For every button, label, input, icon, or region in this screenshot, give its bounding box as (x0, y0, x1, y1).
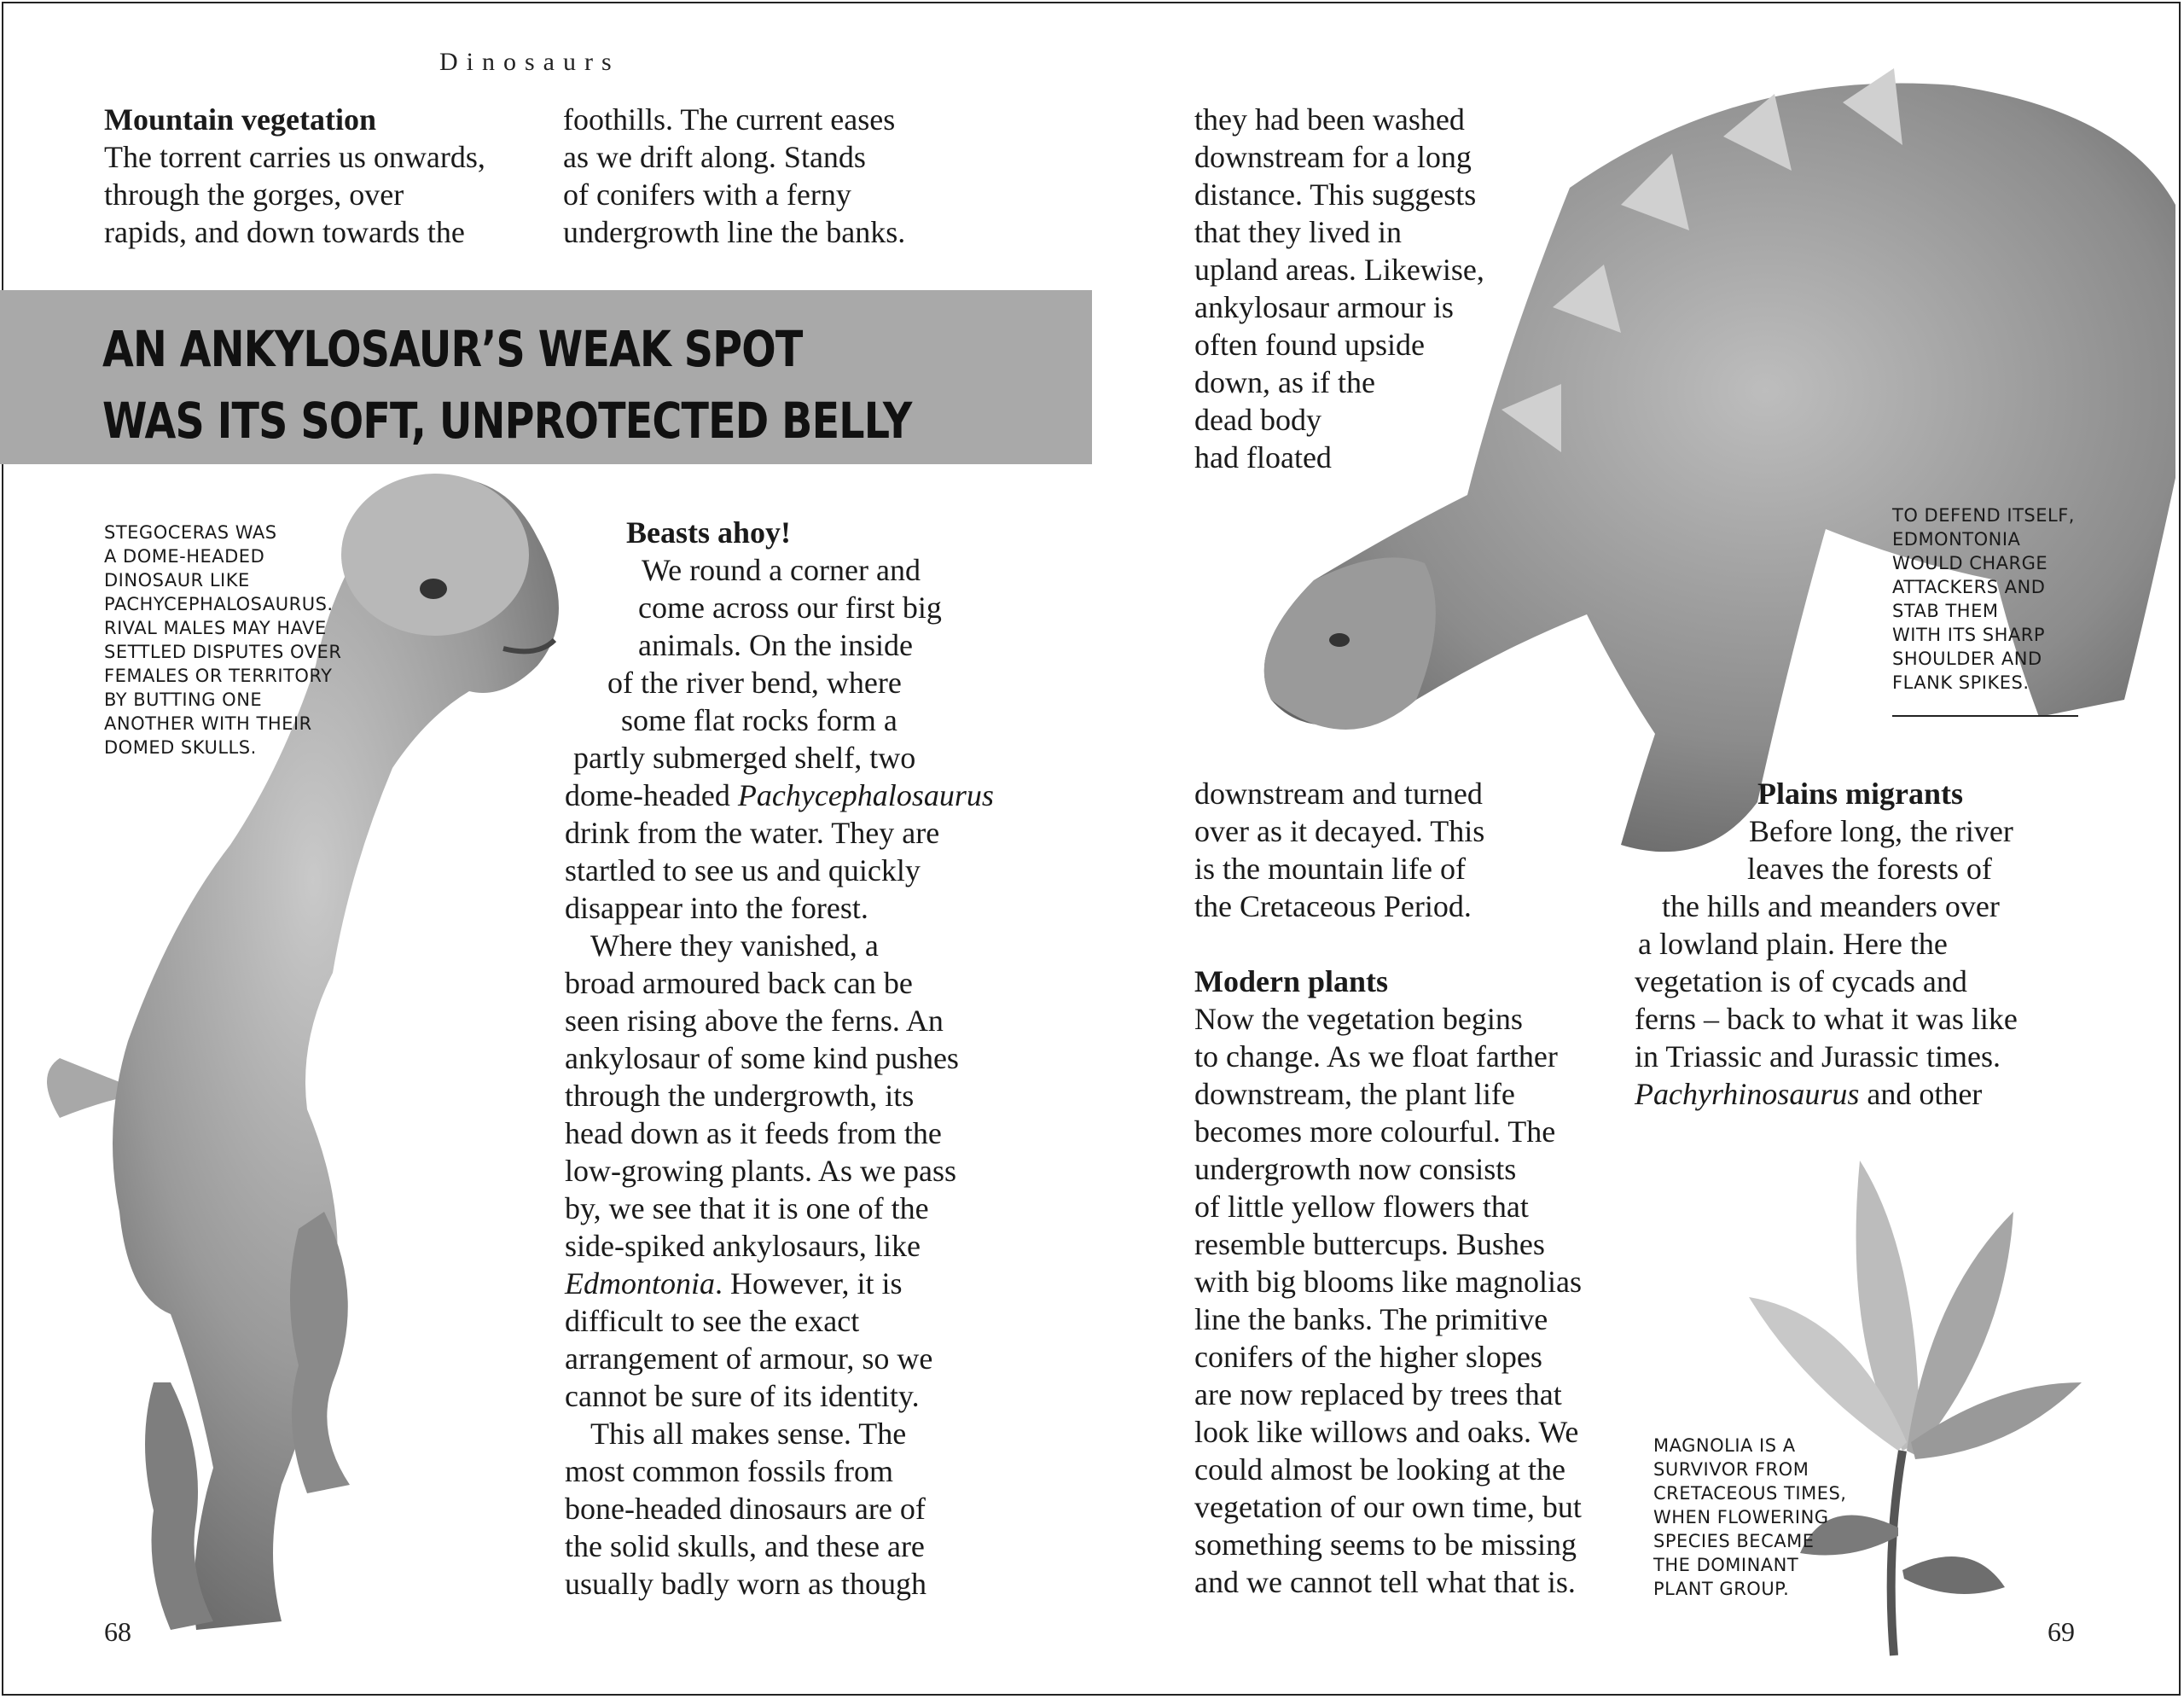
text-line: leaves the forests of (1747, 852, 1992, 886)
text-line: had floated (1194, 440, 1332, 474)
text-line: usually badly worn as though (565, 1567, 926, 1601)
caption-line: MAGNOLIA IS A (1653, 1435, 1796, 1456)
text-span: dome-headed (565, 778, 730, 812)
caption-line: CRETACEOUS TIMES, (1653, 1483, 1847, 1504)
caption-line: WHEN FLOWERING (1653, 1507, 1829, 1527)
text-line: of conifers with a ferny (563, 177, 851, 212)
text-line: dead body (1194, 403, 1321, 437)
text-line: partly submerged shelf, two (573, 741, 916, 775)
caption-line: SPECIES BECAME (1653, 1531, 1815, 1551)
text-line: becomes more colourful. The (1194, 1114, 1556, 1149)
text-line: with big blooms like magnolias (1194, 1265, 1582, 1299)
text-line: upland areas. Likewise, (1194, 253, 1484, 287)
text-line: most common fossils from (565, 1454, 893, 1488)
text-line: undergrowth now consists (1194, 1152, 1517, 1186)
magnolia-stem (1891, 1451, 1902, 1655)
text-span-italic: Edmontonia (565, 1266, 715, 1300)
text-span-italic: Pachycephalosaurus (737, 778, 994, 812)
caption-line: PACHYCEPHALOSAURUS. (104, 594, 334, 614)
text-line: ankylosaur of some kind pushes (565, 1041, 959, 1075)
text-line: startled to see us and quickly (565, 853, 921, 887)
text-line: We round a corner and (642, 553, 921, 587)
text-line: difficult to see the exact (565, 1304, 860, 1338)
text-line: to change. As we float farther (1194, 1039, 1558, 1074)
text-line: cannot be sure of its identity. (565, 1379, 920, 1413)
caption-line: SURVIVOR FROM (1653, 1459, 1809, 1480)
caption-line: SETTLED DISPUTES OVER (104, 642, 342, 662)
text-line: foothills. The current eases (563, 102, 896, 137)
pull-quote-line: WAS ITS SOFT, UNPROTECTED BELLY (102, 392, 912, 450)
caption-line: STAB THEM (1892, 601, 1999, 621)
text-line: could almost be looking at the (1194, 1452, 1565, 1487)
text-line: are now replaced by trees that (1194, 1377, 1562, 1411)
plains-migrants-section (1635, 775, 2095, 1113)
caption-line: ATTACKERS AND (1892, 577, 2046, 597)
text-line: often found upside (1194, 328, 1425, 362)
beasts-ahoy-section (565, 514, 1077, 1603)
caption-line: THE DOMINANT (1653, 1555, 1799, 1575)
text-line: Before long, the river (1749, 814, 2013, 848)
text-line: broad armoured back can be (565, 966, 913, 1000)
text-line: disappear into the forest. (565, 891, 868, 925)
caption-line: WITH ITS SHARP (1892, 625, 2046, 645)
caption-line: DOMED SKULLS. (104, 737, 257, 758)
caption-line: PLANT GROUP. (1653, 1579, 1790, 1599)
text-line: the solid skulls, and these are (565, 1529, 925, 1563)
beasts-ahoy-heading: Beasts ahoy! (626, 515, 792, 550)
modern-plants-section (1194, 963, 1638, 1601)
text-line: ankylosaur armour is (1194, 290, 1454, 324)
pull-quote-line: AN ANKYLOSAUR’S WEAK SPOT (102, 320, 803, 378)
caption-line: STEGOCERAS WAS (104, 522, 277, 543)
text-line: a lowland plain. Here the (1638, 927, 1948, 961)
caption-line: EDMONTONIA (1892, 529, 2021, 550)
plains-migrants-heading: Plains migrants (1757, 777, 1964, 811)
modern-plants-heading: Modern plants (1194, 964, 1389, 998)
text-line: they had been washed (1194, 102, 1465, 137)
caption-line: FLANK SPIKES. (1892, 672, 2030, 693)
caption-line: ANOTHER WITH THEIR (104, 713, 312, 734)
page-number-left: 68 (104, 1616, 131, 1647)
ankylosaur-head-shape (1264, 557, 1436, 730)
text-line: low-growing plants. As we pass (565, 1154, 956, 1188)
text-line: the hills and meanders over (1662, 889, 2000, 923)
text-line: in Triassic and Jurassic times. (1635, 1039, 2001, 1074)
text-line: some flat rocks form a (621, 703, 897, 737)
text-line: is the mountain life of (1194, 852, 1466, 886)
mountain-vegetation-col2 (563, 101, 990, 251)
text-line: conifers of the higher slopes (1194, 1340, 1542, 1374)
text-span: . However, it is (715, 1266, 903, 1300)
text-line: head down as it feeds from the (565, 1116, 942, 1150)
caption-line: DINOSAUR LIKE (104, 570, 250, 591)
text-span: and other (1859, 1077, 1983, 1111)
text-line: Where they vanished, a (590, 928, 879, 963)
text-line: ferns – back to what it was like (1635, 1002, 2018, 1036)
text-line: the Cretaceous Period. (1194, 889, 1472, 923)
magnolia-caption (1653, 1434, 1850, 1601)
text-line: and we cannot tell what that is. (1194, 1565, 1576, 1599)
text-line: drink from the water. They are (565, 816, 940, 850)
caption-line: BY BUTTING ONE (104, 689, 263, 710)
text-line: vegetation is of cycads and (1635, 964, 1967, 998)
caption-line: RIVAL MALES MAY HAVE (104, 618, 327, 638)
text-line: The torrent carries us onwards, (104, 140, 485, 174)
text-line: downstream and turned (1194, 777, 1483, 811)
ankylosaur-eye-shape (1329, 633, 1350, 647)
caption-line: WOULD CHARGE (1892, 553, 2048, 573)
leg-shape (290, 1212, 350, 1493)
text-line: of little yellow flowers that (1194, 1190, 1529, 1224)
text-line: through the undergrowth, its (565, 1079, 915, 1113)
text-line: distance. This suggests (1194, 177, 1477, 212)
text-line: undergrowth line the banks. (563, 215, 906, 249)
text-line: over as it decayed. This (1194, 814, 1485, 848)
text-line: This all makes sense. The (590, 1417, 907, 1451)
text-span-italic: Pachyrhinosaurus (1635, 1077, 1860, 1111)
mountain-vegetation-col1 (104, 101, 531, 251)
text-line: look like willows and oaks. We (1194, 1415, 1579, 1449)
text-line: Now the vegetation begins (1194, 1002, 1523, 1036)
text-line: animals. On the inside (638, 628, 913, 662)
text-line: down, as if the (1194, 365, 1375, 399)
text-line: rapids, and down towards the (104, 215, 465, 249)
mountain-vegetation-heading: Mountain vegetation (104, 102, 376, 137)
text-line: by, we see that it is one of the (565, 1191, 929, 1225)
text-line: as we drift along. Stands (563, 140, 866, 174)
caption-rule (1892, 715, 2078, 717)
text-line: of the river bend, where (607, 666, 902, 700)
caption-line: A DOME-HEADED (104, 546, 265, 567)
pull-quote-text (102, 313, 911, 457)
text-line: arrangement of armour, so we (565, 1341, 933, 1376)
caption-line: TO DEFEND ITSELF, (1892, 505, 2075, 526)
text-line: bone-headed dinosaurs are of (565, 1492, 926, 1526)
text-line: side-spiked ankylosaurs, like (565, 1229, 921, 1263)
text-line: vegetation of our own time, but (1194, 1490, 1582, 1524)
right-mid-text (1194, 775, 1553, 925)
text-line: downstream, the plant life (1194, 1077, 1515, 1111)
text-line: come across our first big (638, 591, 942, 625)
text-line: something seems to be missing (1194, 1527, 1577, 1562)
running-head: Dinosaurs (439, 48, 620, 76)
text-line: that they lived in (1194, 215, 1402, 249)
text-line: resemble buttercups. Bushes (1194, 1227, 1545, 1261)
caption-line: SHOULDER AND (1892, 649, 2042, 669)
leaf-shape (1902, 1556, 2005, 1594)
edmontonia-caption (1892, 503, 2097, 695)
text-line: through the gorges, over (104, 177, 404, 212)
right-top-text (1194, 101, 1553, 476)
eye-shape (420, 579, 447, 599)
page-number-right: 69 (2048, 1616, 2075, 1647)
text-line: line the banks. The primitive (1194, 1302, 1548, 1336)
caption-line: FEMALES OR TERRITORY (104, 666, 333, 686)
text-line: downstream for a long (1194, 140, 1472, 174)
text-line: seen rising above the ferns. An (565, 1004, 944, 1038)
stegoceras-caption (104, 521, 377, 759)
